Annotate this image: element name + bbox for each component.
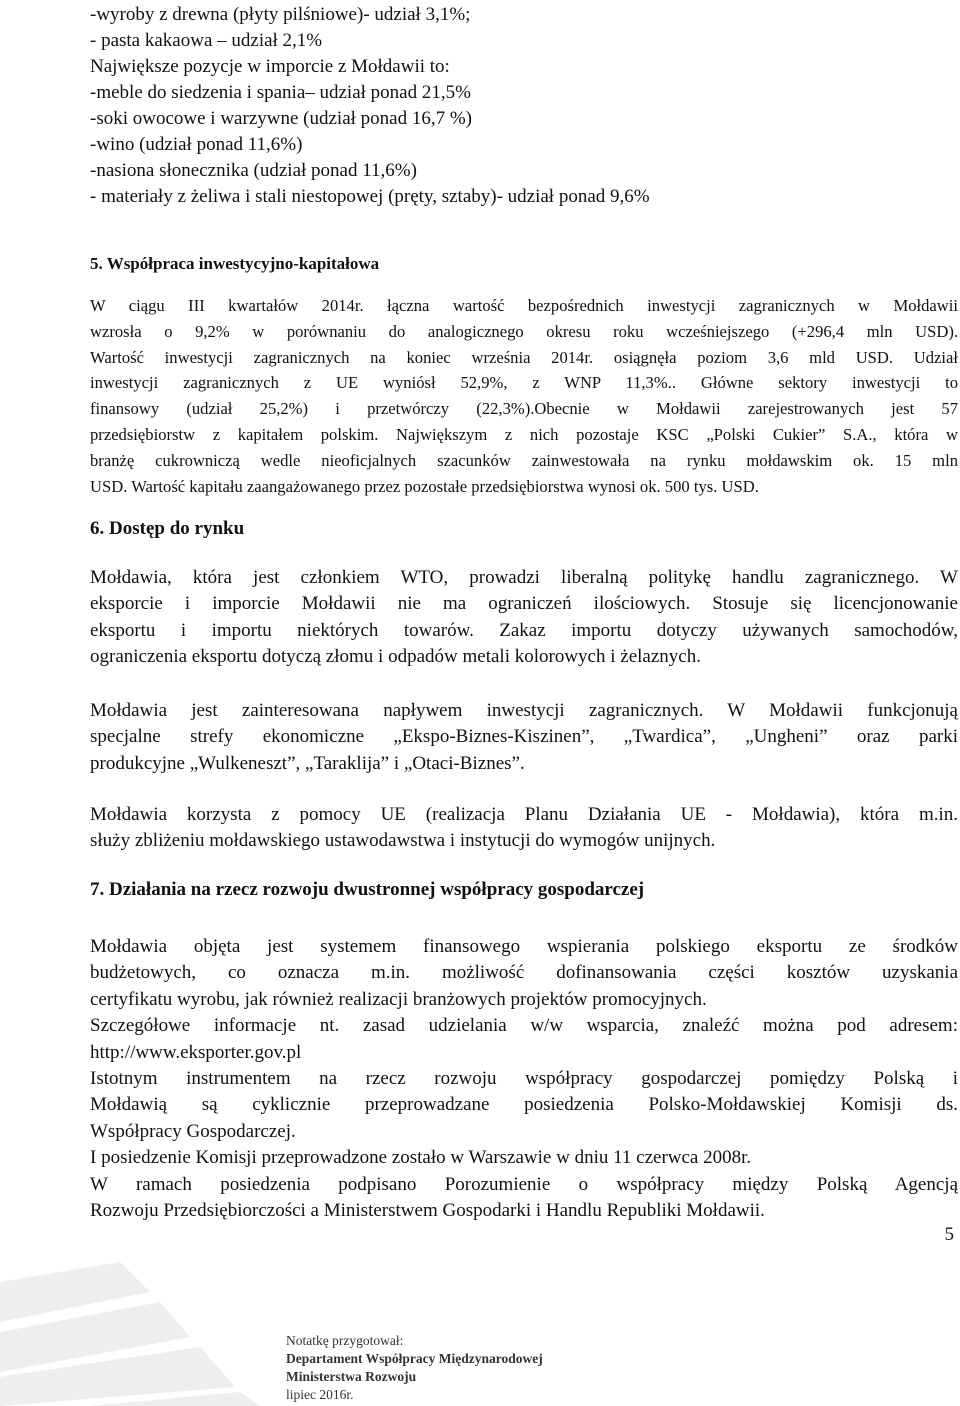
text-line: Mołdawią są cyklicznie przeprowadzane posiedzenia Polsko-Mołdawskiej Komisji ds. — [90, 1094, 958, 1116]
text-line: I posiedzenie Komisji przeprowadzone zostało w Warszawie w dniu 11 czerwca 2008r. — [90, 1147, 752, 1169]
section-6-heading: 6. Dostęp do rynku — [90, 518, 245, 539]
text-line: Istotnym instrumentem na rzecz rozwoju współpracy gospodarczej pomiędzy Polską i — [90, 1068, 958, 1090]
list-item: -wyroby z drewna (płyty pilśniowe)- udział 3,1%; — [90, 4, 471, 25]
text-line: Rozwoju Przedsiębiorczości a Ministerstwem Gospodarki i Handlu Republiki Mołdawii. — [90, 1200, 765, 1222]
text-line: inwestycji zagranicznych z UE wyniósł 52,9%, z WNP 11,3%.. Główne sektory inwestycji to — [90, 373, 958, 393]
text-line: produkcyjne „Wulkeneszt”, „Taraklija” i „Otaci-Biznes”. — [90, 752, 525, 774]
text-line: specjalne strefy ekonomiczne „Ekspo-Biznes-Kiszinen”, „Twardica”, „Ungheni” oraz parki — [90, 726, 958, 748]
section-6-paragraph-2 — [90, 698, 958, 777]
ministry-logo-watermark — [0, 1252, 260, 1406]
section-5-body — [90, 293, 958, 499]
list-item: Największe pozycje w imporcie z Mołdawii to: — [90, 56, 450, 77]
text-line: przedsiębiorstw z kapitałem polskim. Największym z nich pozostaje KSC „Polski Cukier” S.A., która w — [90, 424, 958, 444]
list-item: - pasta kakaowa – udział 2,1% — [90, 30, 323, 51]
text-line: W ramach posiedzenia podpisano Porozumienie o współpracy między Polską Agencją — [90, 1173, 958, 1195]
section-7-heading-wrap — [90, 879, 958, 901]
text-line: eksporcie i imporcie Mołdawii nie ma ograniczeń ilościowych. Stosuje się licencjonowanie — [90, 593, 958, 615]
text-line: służy zbliżeniu mołdawskiego ustawodawstwa i instytucji do wymogów unijnych. — [90, 830, 716, 852]
section-7-body — [90, 934, 958, 1224]
text-line: eksportu i importu niektórych towarów. Zakaz importu dotyczy używanych samochodów, — [90, 619, 958, 641]
url-text: http://www.eksporter.gov.pl — [90, 1041, 302, 1063]
page-number: 5 — [944, 1224, 954, 1245]
text-line: wzrosła o 9,2% w porównaniu do analogicznego okresu roku wcześniejszego (+296,4 mln USD). — [90, 321, 958, 341]
section-6-heading-wrap — [90, 518, 958, 540]
section-6-paragraph-1 — [90, 565, 958, 671]
footer-ministry: Ministerstwa Rozwoju — [286, 1369, 417, 1384]
list-item: -nasiona słonecznika (udział ponad 11,6%) — [90, 160, 417, 181]
footer-date: lipiec 2016r. — [286, 1387, 354, 1402]
text-line: Mołdawia objęta jest systemem finansowego wspierania polskiego eksportu ze środków — [90, 936, 958, 957]
text-line: Mołdawia, która jest członkiem WTO, prowadzi liberalną politykę handlu zagranicznego. W — [90, 567, 958, 588]
text-line: Szczegółowe informacje nt. zasad udzielania w/w wsparcia, znaleźć można pod adresem: — [90, 1015, 958, 1037]
text-line: budżetowych, co oznacza m.in. możliwość dofinansowania części kosztów uzyskania — [90, 962, 958, 984]
section-7-heading: 7. Działania na rzecz rozwoju dwustronnej współpracy gospodarczej — [90, 879, 645, 900]
footer-prepared-by: Notatkę przygotował: — [286, 1333, 404, 1348]
list-item: -wino (udział ponad 11,6%) — [90, 134, 303, 155]
import-list — [90, 2, 958, 210]
text-line: W ciągu III kwartałów 2014r. łączna wartość bezpośrednich inwestycji zagranicznych w Mołdawii — [90, 296, 958, 315]
list-item: -soki owocowe i warzywne (udział ponad 16,7 %) — [90, 108, 472, 129]
text-line: Mołdawia jest zainteresowana napływem inwestycji zagranicznych. W Mołdawii funkcjonują — [90, 700, 958, 721]
list-item: - materiały z żeliwa i stali niestopowej (pręty, sztaby)- udział ponad 9,6% — [90, 186, 650, 207]
list-item: -meble do siedzenia i spania– udział ponad 21,5% — [90, 82, 471, 103]
text-line: Współpracy Gospodarczej. — [90, 1120, 296, 1142]
text-line: certyfikatu wyrobu, jak również realizacji branżowych projektów promocyjnych. — [90, 988, 707, 1010]
section-5-heading-wrap — [90, 254, 958, 274]
footer — [286, 1332, 543, 1404]
text-line: Mołdawia korzysta z pomocy UE (realizacja Planu Działania UE - Mołdawia), która m.in. — [90, 804, 958, 825]
text-line: USD. Wartość kapitału zaangażowanego przez pozostałe przedsiębiorstwa wynosi ok. 500 tys. USD. — [90, 476, 759, 496]
text-line: finansowy (udział 25,2%) i przetwórczy (22,3%).Obecnie w Mołdawii zarejestrowanych jest 57 — [90, 399, 958, 419]
text-line: ograniczenia eksportu dotyczą złomu i odpadów metali kolorowych i żelaznych. — [90, 646, 701, 668]
section-5-heading: 5. Współpraca inwestycyjno-kapitałowa — [90, 254, 380, 273]
section-6-paragraph-3 — [90, 802, 958, 855]
footer-department: Departament Współpracy Międzynarodowej — [286, 1351, 543, 1366]
text-line: branżę cukrowniczą wedle nieoficjalnych szacunków zainwestowała na rynku mołdawskim ok. 15 mln — [90, 450, 958, 470]
text-line: Wartość inwestycji zagranicznych na koniec września 2014r. osiągnęła poziom 3,6 mld USD. Udział — [90, 347, 958, 367]
